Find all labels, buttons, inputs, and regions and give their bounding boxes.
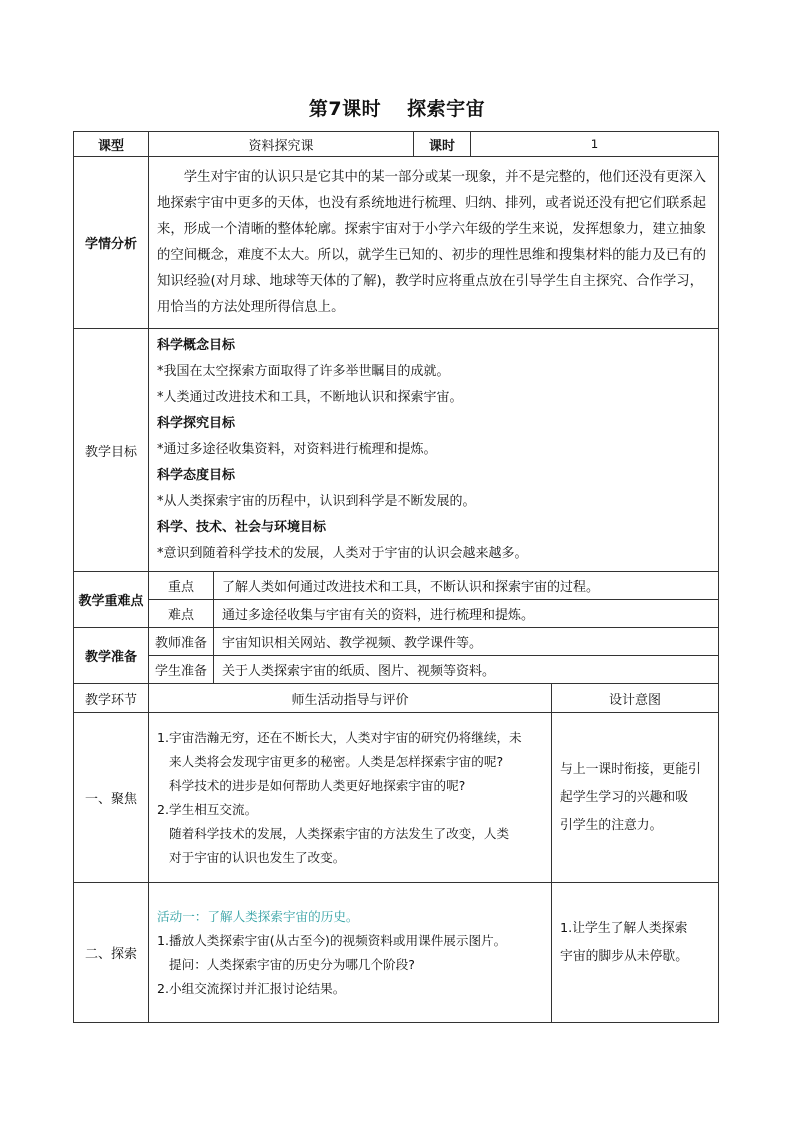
stage1-line: 来人类将会发现宇宙更多的秘密。人类是怎样探索宇宙的呢?: [169, 753, 504, 769]
title-lesson-name: 探索宇宙: [407, 98, 486, 120]
title-lesson-number: 第7课时: [308, 98, 382, 120]
stage1-intent-line: 与上一课时衔接，更能引: [560, 761, 701, 777]
goal-heading: 科学、技术、社会与环境目标: [157, 520, 327, 535]
goal-item: *我国在太空探索方面取得了许多举世瞩目的成就。: [157, 364, 450, 379]
stage1-activity: [149, 713, 552, 883]
goal-item: *意识到随着科学技术的发展，人类对于宇宙的认识会越来越多。: [157, 546, 528, 561]
prep-label: 教学准备: [74, 628, 149, 684]
stage2-line: 提问：人类探索宇宙的历史分为哪几个阶段?: [169, 957, 415, 972]
stage1-line: 2.学生相互交流。: [157, 801, 258, 817]
stage1-intent-line: 起学生学习的兴趣和吸: [560, 789, 688, 805]
stage2-intent-line: 宇宙的脚步从未停歇。: [560, 949, 688, 964]
header-activity: 师生活动指导与评价: [149, 684, 552, 713]
goal-item: *通过多途径收集资料，对资料进行梳理和提炼。: [157, 442, 437, 457]
page-title: [0, 94, 794, 121]
goal-line: [157, 333, 710, 567]
stage1-label: 一、聚焦: [74, 713, 149, 883]
stage1-intent: [552, 713, 719, 883]
stage2-intent: [552, 883, 719, 1023]
stage2-line: 2.小组交流探讨并汇报讨论结果。: [157, 981, 346, 996]
difficulty-text: 通过多途径收集与宇宙有关的资料，进行梳理和提炼。: [214, 600, 719, 628]
goal-heading: 科学态度目标: [157, 468, 236, 483]
stage2-label: 二、探索: [74, 883, 149, 1023]
period-value: 1: [471, 132, 719, 157]
stage1-line: 科学技术的进步是如何帮助人类更好地探索宇宙的呢?: [169, 777, 466, 793]
key-label: 重点: [149, 572, 214, 600]
stage2-activity: [149, 883, 552, 1023]
period-label: 课时: [414, 132, 471, 157]
goal-heading: 科学概念目标: [157, 338, 236, 353]
difficulty-label: 难点: [149, 600, 214, 628]
analysis-label: 学情分析: [74, 157, 149, 329]
header-stage: 教学环节: [74, 684, 149, 713]
goal-item: *人类通过改进技术和工具，不断地认识和探索宇宙。: [157, 390, 463, 405]
stage1-line: 1.宇宙浩瀚无穷，还在不断长大，人类对宇宙的研究仍将继续，未: [157, 729, 522, 745]
student-prep-label: 学生准备: [149, 656, 214, 684]
activity-one-title: 活动一：了解人类探索宇宙的历史。: [157, 909, 359, 924]
course-type-value: 资料探究课: [149, 132, 414, 157]
stage2-intent-line: 1.让学生了解人类探索: [560, 921, 688, 936]
goal-item: *从人类探索宇宙的历程中，认识到科学是不断发展的。: [157, 494, 476, 509]
analysis-text: 学生对宇宙的认识只是它其中的某一部分或某一现象，并不是完整的，他们还没有更深入地探索宇宙中更多的天体，也没有系统地进行梳理、归纳、排列，或者说还没有把它们联系起来，形成一个清晰的整体轮廓。探索宇宙对于小学六年级的学生来说，发挥想象力，建立抽象的空间概念，难度不太大。所以，就学生已知的、初步的理性思维和搜集材料的能力及已有的知识经验(对月球、地球等天体的了解)，教学时应将重点放在引导学生自主探究、合作学习，用恰当的方法处理所得信息上。: [149, 157, 719, 329]
course-type-label: 课型: [74, 132, 149, 157]
goals-label: 教学目标: [74, 329, 149, 572]
header-intent: 设计意图: [552, 684, 719, 713]
teacher-prep-label: 教师准备: [149, 628, 214, 656]
stage1-line: 随着科学技术的发展，人类探索宇宙的方法发生了改变，人类: [169, 825, 510, 841]
goals-content: [149, 329, 719, 572]
goal-heading: 科学探究目标: [157, 416, 236, 431]
student-prep-text: 关于人类探索宇宙的纸质、图片、视频等资料。: [214, 656, 719, 684]
stage1-line: 对于宇宙的认识也发生了改变。: [169, 849, 346, 865]
stage1-intent-line: 引学生的注意力。: [560, 817, 663, 833]
keypoints-label: 教学重难点: [74, 572, 149, 628]
key-text: 了解人类如何通过改进技术和工具，不断认识和探索宇宙的过程。: [214, 572, 719, 600]
teacher-prep-text: 宇宙知识相关网站、教学视频、教学课件等。: [214, 628, 719, 656]
stage2-line: 1.播放人类探索宇宙(从古至今)的视频资料或用课件展示图片。: [157, 933, 507, 948]
lesson-plan-table: [73, 131, 719, 1023]
